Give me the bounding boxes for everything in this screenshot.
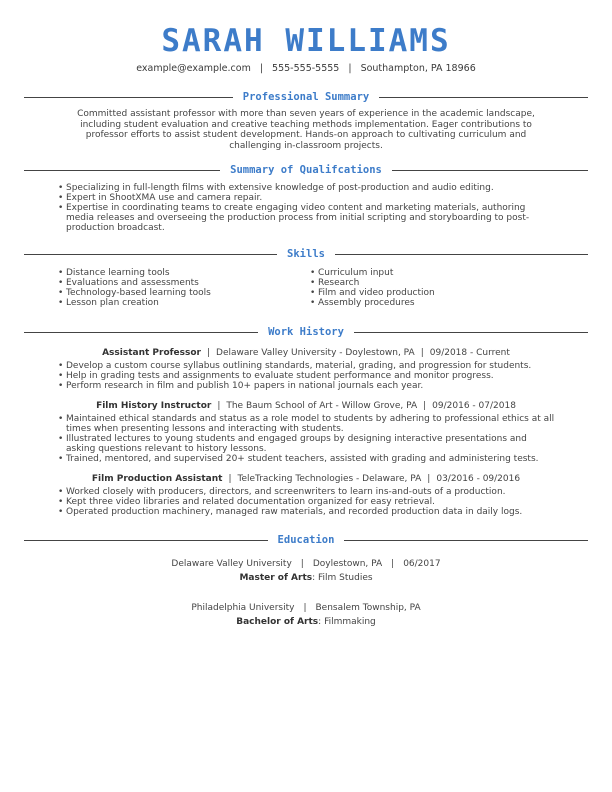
list-item: • Maintained ethical standards and status as a role model to students by adhering to professional ethics at all times when presenting lessons and interacting with students. [58,414,556,434]
skill-item: • Curriculum input [310,268,556,278]
education-degree-line: Bachelor of Arts: Filmmaking [236,617,376,627]
job-bullets [58,361,556,391]
job-dates: 09/2016 - 07/2018 [432,401,516,411]
list-item: • Illustrated lectures to young students and engaged groups by designing interactive presentations and asking questions relevant to history lessons. [58,434,556,454]
job-header: Assistant Professor | Delaware Valley University - Doylestown, PA | 09/2018 - Current [102,348,510,358]
degree: Bachelor of Arts [236,617,319,627]
summary-text: Committed assistant professor with more than seven years of experience in the academic landscape, including student evaluation and creative teaching methods implementation. Eager contributions to professor efforts to assist student development. Hands-on approach to cultivating curriculum and challenging in-classroom projects. [77,109,535,151]
divider [392,170,588,171]
list-item: • Help in grading tests and assignments to evaluate student performance and monitor progress. [58,371,556,381]
job-bullets [58,414,556,464]
divider [24,170,220,171]
contact-line: example@example.com | 555-555-5555 | Southampton, PA 18966 [136,63,476,74]
school-name: Delaware Valley University [171,559,292,569]
list-item: • Perform research in film and publish 10+ papers in national journals each year. [58,381,556,391]
list-item: • Develop a custom course syllabus outlining standards, material, grading, and progression for students. [58,361,556,371]
list-item: • Trained, mentored, and supervised 20+ student teachers, assisted with grading and administering tests. [58,454,556,464]
job-title: Film Production Assistant [91,474,223,484]
job-bullets [58,487,556,517]
section-title: Professional Summary [242,91,370,103]
skill-item: • Film and video production [310,288,556,298]
skill-item: • Lesson plan creation [58,298,304,308]
job-title: Film History Instructor [96,401,212,411]
list-item: • Operated production machinery, managed raw materials, and recorded production data in daily logs. [58,507,556,517]
email: example@example.com [136,63,251,74]
degree: Master of Arts [239,573,313,583]
job-header: Film History Instructor | The Baum School of Art - Willow Grove, PA | 09/2016 - 07/2018 [96,401,516,411]
list-item: • Specializing in full-length films with extensive knowledge of post-production and audio editing. [58,183,556,193]
education-entry [0,557,612,585]
skill-item: • Evaluations and assessments [58,278,304,288]
education-degree-line: Master of Arts: Film Studies [239,573,373,583]
field-of-study: Film Studies [318,573,373,583]
divider [335,254,588,255]
education-school-line: Delaware Valley University | Doylestown, PA | 06/2017 [171,559,441,569]
skills-column-right [304,268,556,308]
section-title: Education [277,534,335,546]
job-dates: 03/2016 - 09/2016 [436,474,521,484]
job-employer: TeleTracking Technologies - Delaware, PA [237,474,422,484]
divider [24,540,268,541]
phone: 555-555-5555 [272,63,340,74]
job-header: Film Production Assistant | TeleTracking Technologies - Delaware, PA | 03/2016 - 09/2016 [91,474,521,484]
list-item: • Worked closely with producers, directors, and screenwriters to learn ins-and-outs of a production. [58,487,556,497]
skill-item: • Research [310,278,556,288]
section-header-work [24,325,588,339]
section-title: Work History [268,326,344,338]
job-employer: The Baum School of Art - Willow Grove, PA [226,401,418,411]
education-school-line: Philadelphia University | Bensalem Township, PA [191,603,421,613]
job-employer: Delaware Valley University - Doylestown, PA [216,348,415,358]
list-item: • Expert in ShootXMA use and camera repair. [58,193,556,203]
list-item: • Kept three video libraries and related documentation organized for easy retrieval. [58,497,556,507]
education-entry [0,601,612,629]
divider [379,97,588,98]
section-header-skills [24,247,588,261]
skill-item: • Assembly procedures [310,298,556,308]
graduation-date: 06/2017 [403,559,441,569]
skill-item: • Distance learning tools [58,268,304,278]
divider [354,332,588,333]
divider [24,254,277,255]
school-location: Bensalem Township, PA [315,603,421,613]
job-dates: 09/2018 - Current [429,348,510,358]
location: Southampton, PA 18966 [360,63,476,74]
list-item: • Expertise in coordinating teams to create engaging video content and marketing materials, authoring media releases and overseeing the production process from initial scripting and storyboarding to post-production broadcast. [58,203,556,233]
skill-item: • Technology-based learning tools [58,288,304,298]
divider [344,540,588,541]
qualifications-list [58,183,556,233]
skills-column-left [58,268,304,308]
section-header-summary [24,90,588,104]
divider [24,97,233,98]
field-of-study: Filmmaking [324,617,376,627]
skills-grid [58,268,556,308]
section-title: Summary of Qualifcations [230,164,382,176]
divider [24,332,258,333]
section-header-education [24,533,588,547]
section-title: Skills [287,248,325,260]
school-location: Doylestown, PA [312,559,383,569]
section-header-qualifications [24,163,588,177]
school-name: Philadelphia University [191,603,295,613]
candidate-name: SARAH WILLIAMS [161,23,451,59]
job-title: Assistant Professor [102,348,201,358]
